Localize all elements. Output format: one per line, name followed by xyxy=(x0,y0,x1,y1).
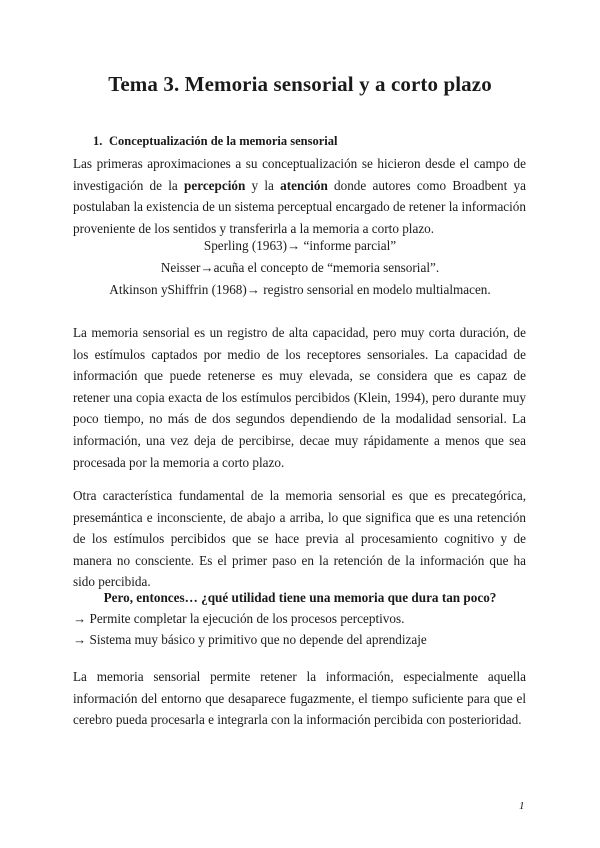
term-atencion: atención xyxy=(280,177,328,193)
intro-text-1: Las primeras aproximaciones a su conceptualización se hicieron desde el campo de investigación de la xyxy=(73,156,526,193)
section-heading-text: Conceptualización de la memoria sensorial xyxy=(109,134,338,148)
paragraph-capacidad: La memoria sensorial es un registro de alta capacidad, pero muy corta duración, de los estímulos captados por medio de los receptores sensoriales. La capacidad de información que puede retenerse es muy elevada, se considera que es capaz de retener una copia exacta de los estímulos percibidos (Klein, 1994), pero durante muy poco tiempo, no más de dos segundos dependiendo de la modalidad sensorial. La información, una vez deja de percibirse, decae muy rápidamente a menos que sea procesada por la memoria a corto plazo. xyxy=(73,325,526,470)
centered-line-neisser: Neisser→acuña el concepto de “memoria sensorial”. xyxy=(160,260,440,275)
centered-line-atkinson: Atkinson yShiffrin (1968)→ registro sensorial en modelo multialmacen. xyxy=(109,282,491,297)
term-percepcion: percepción xyxy=(184,177,246,193)
intro-text-2: y la xyxy=(245,177,281,193)
intro-text-3: donde autores como Broadbent ya postulaban la existencia de un sistema perceptual encargado de retener la información proveniente de los sentidos y transferirla a la memoria a corto plazo. xyxy=(73,177,526,236)
question-line: Pero, entonces… ¿qué utilidad tiene una memoria que dura tan poco? xyxy=(103,590,497,605)
intro-paragraph xyxy=(73,153,526,239)
paragraph-retener: La memoria sensorial permite retener la información, especialmente aquella información del entorno que desaparece fugazmente, el tiempo suficiente para que el cerebro pueda procesarla e integrarla con la información percibida con posterioridad. xyxy=(73,669,526,728)
section-heading xyxy=(93,134,337,149)
page-title: Tema 3. Memoria sensorial y a corto plazo xyxy=(108,72,492,96)
page-number: 1 xyxy=(519,800,525,812)
centered-line-sperling: Sperling (1963)→ “informe parcial” xyxy=(203,238,397,253)
paragraph-caracteristica: Otra característica fundamental de la memoria sensorial es que es precategórica, presemántica e inconsciente, de abajo a arriba, lo que significa que es una retención de los estímulos percibidos que se hace previa al procesamiento cognitivo y de manera no consciente. Es el primer paso en la retención de la información que ha sido percibida. xyxy=(73,488,526,590)
arrow-item-perceptivos: → Permite completar la ejecución de los procesos perceptivos. xyxy=(73,611,405,626)
section-number: 1. xyxy=(93,134,103,148)
arrow-item-primitivo: → Sistema muy básico y primitivo que no depende del aprendizaje xyxy=(73,632,427,647)
